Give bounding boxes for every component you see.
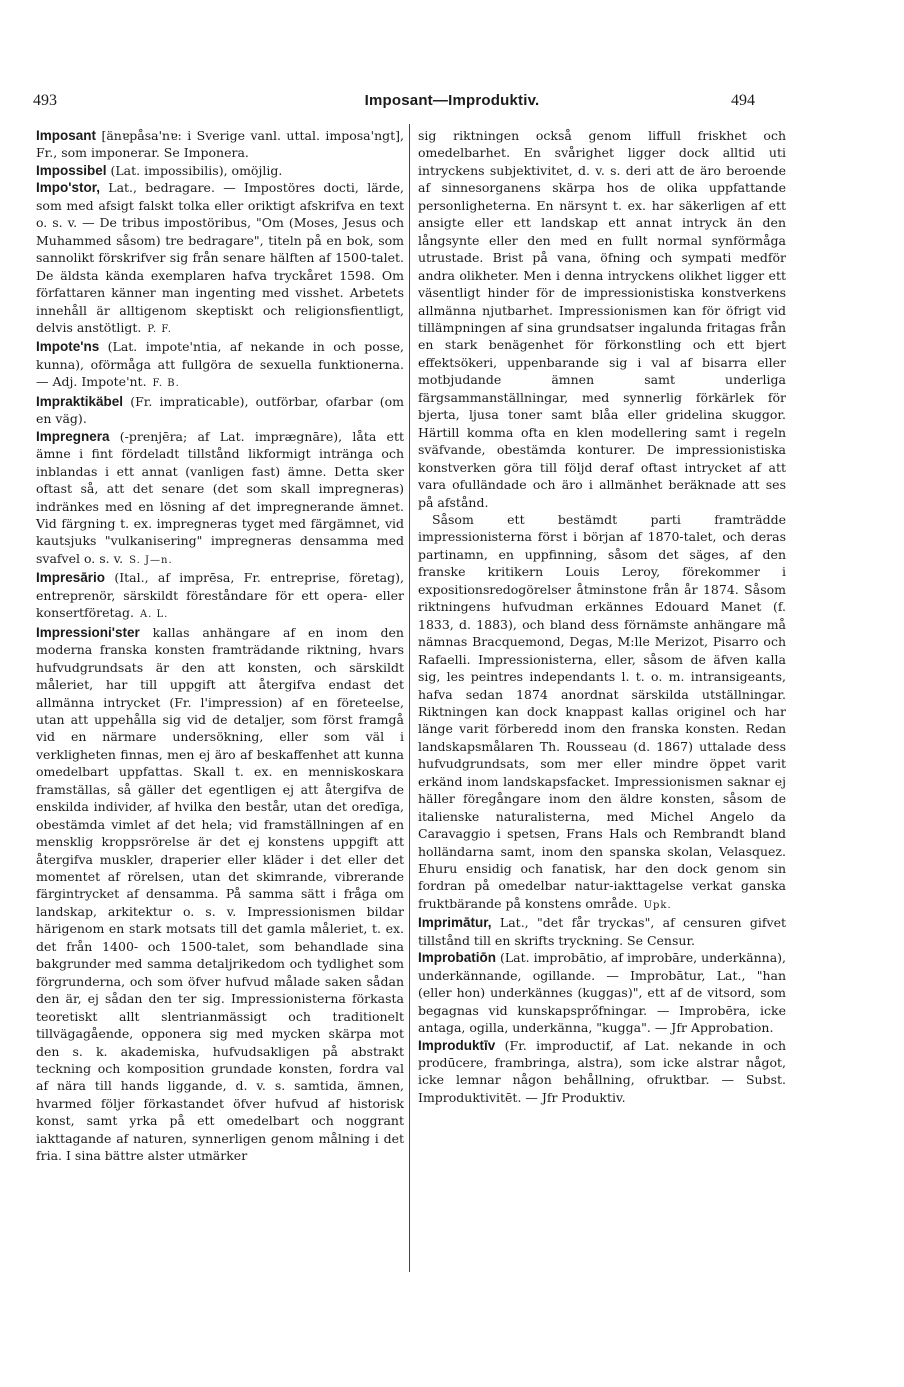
headword: Improbatiōn <box>418 950 496 966</box>
entry-improduktiv <box>418 1037 786 1107</box>
entry-text: (Fr. improductif, af Lat. nekande in och prodūcere, frambringa, alstra), som icke alstrar något, icke lemnar någon behållning, ofruktbar. — Subst. Improduktivitēt. — Jfr Produktiv. <box>418 1037 786 1105</box>
entry-imprimatur <box>418 914 786 949</box>
entry-text: Såsom ett bestämdt parti framträdde impressionisterna först i början af 1870-talet, och deras partinamn, en uppfinning, såsom det säges, af den franske kritikern Louis Leroy, förekommer i expositionsredogörelser åtminstone från år 1874. Såsom riktningens hufvudman erkännes Edouard Manet (f. 1833, d. 1883), och bland dess förnämste anhängare må nämnas Bracquemond, Degas, M:lle Merizot, Pisarro och Rafaelli. Impressionisterna, eller, såsom de äfven kalla sig, les peintres independants l. t. o. m. intransigeants, hafva sedan 1874 anordnat särskilda utställningar. Riktningen kan dock knappast kallas originel och har länge varit förberedd inom den franska konsten. Redan landskapsmålaren Th. Rousseau (d. 1867) uttalade dess hufvudgrundsats, som mer eller mindre öppet varit erkänd inom landskapsfacket. Impressionismen saknar ej häller föregångare inom den äldre konsten, såsom de italienske naturalisterna, med Michel Angelo da Caravaggio i spetsen, Frans Hals och Rembrandt bland holländarna samt, inom den spanska skolan, Velasquez. Ehuru ensidig och fanatisk, har den dock genom sin fordran på omedelbar natur-iakttagelse verkat ganska fruktbärande på konstens område. <box>418 511 786 911</box>
headword: Impregnera <box>36 428 110 444</box>
running-title: Imposant—Improduktiv. <box>364 92 540 109</box>
left-column <box>36 127 404 1165</box>
entry-impossibel <box>36 162 404 179</box>
entry-impraktikabel <box>36 393 404 428</box>
entry-text: (Lat. impote'ntia, af nekande in och posse, kunna), oförmåga att fullgöra de sexuella funktionerna. — Adj. Impote'nt. <box>36 339 404 390</box>
entry-impressionister-history <box>418 511 786 914</box>
entry-text: sig riktningen också genom liffull friskhet och omedelbarhet. En svårighet ligger dock alltid uti intryckens subjektivitet, d. v. s. deri att de äro beroende af sinnesorganens skärpa hos de olika uppfattande personligheterna. En närsynt t. ex. har säkerligen af ett ansigte eller ett landskap ett annat intryck än den långsynte eller den med en fullt normal synförmåga utrustade. Brist på vana, öfning och sympati medför andra olikheter. Men i denna intryckens olikhet ligger ett väsentligt hinder för de impressionistiska konstverkens allmänna njutbarhet. Impressionismen kan för öfrigt vid tillämpningen af sina grundsatser ingalunda fritagas från en stark benägenhet för förkonstling och ett bjert effektsökeri, uppenbarande sig i val af bisarra eller motbjudande ämnen samt underliga färgsammanställningar, med synnerlig förkärlek för bjerta, ljusa toner samt blåa eller gridelina skuggor. Härtill komma ofta en klen modellering samt i regeln sväfvande, obestämda konturer. De impressionistiska konstverken göra till följd deraf oftast intrycket af att vara ofulländade och äro i allmänhet beräknade att ses på afstånd. <box>418 128 786 510</box>
headword: Impossibel <box>36 162 107 178</box>
headword: Imposant <box>36 128 97 143</box>
author-signature: F. B. <box>152 378 180 390</box>
entry-text: (Ital., af imprēsa, Fr. entreprise, företag), entreprenör, särskildt föreståndare för ett opera- eller konsertföretag. <box>36 570 404 621</box>
entry-impressionister-cont <box>418 127 786 511</box>
entry-impressionister <box>36 624 404 1165</box>
author-signature: P. F. <box>147 323 172 335</box>
entry-impresario <box>36 569 404 623</box>
column-divider <box>409 124 410 1272</box>
entry-text: (Fr. impraticable), outförbar, ofarbar (om en väg). <box>36 393 404 427</box>
headword: Impressioni'ster <box>36 624 140 640</box>
entry-text: kallas anhängare af en inom den moderna franska konsten framträdande riktning, hvars hufvudgrundsats är den att konsten, och särskildt måleriet, har till uppgift att återgifva endast det allmänna intrycket (Fr. l'impression) af en företeelse, utan att uppehålla sig vid de detaljer, som först framgå vid en närmare undersökning, eller som väl i verkligheten finnas, men ej äro af beskaffenhet att kunna omedelbart uppfattas. Skall t. ex. en menniskoskara framställas, så gäller det egentligen ej att återgifva de enskilda individer, af hvilka den består, utan det oredīga, obestämda vimlet af det hela; vid framställningen af en mensklig kroppsrörelse är det ej konstens uppgift att återgifva muskler, draperier eller kläder i det eller det momentet af rörelsen, utan det skimrande, vibrerande färgintrycket af densamma. På samma sätt i fråga om landskap, arkitektur o. s. v. Impressionismen bildar härigenom en stark motsats till det gamla måleriet, t. ex. det från 1400- och 1500-talet, som behandlade sina bakgrunder med samma detaljrikedom och tydlighet som förgrunderna, och som öfver hufvud målade saken sådan den är, ej sådan den ter sig. Impressionisterna förkasta teoretiskt allt slentrianmässigt och traditionelt tillvägagående, opponera sig med mycken skärpa mot den s. k. akademiska, hufvudsakligen på abstrakt teckning och komposition grundade konsten, fordra val af nära till hands liggande, d. v. s. samtida, ämnen, hvarmed följer förkastandet öfver hufvud af historisk konst, samt yrka på ett omedelbart och noggrant iakttagande af naturen, synnerligen genom målning i det fria. I sina bättre alster utmärker <box>36 624 404 1164</box>
entry-imposant <box>36 127 404 162</box>
entry-improbation <box>418 949 786 1036</box>
headword: Impraktikäbel <box>36 393 124 409</box>
entry-text: [änɐpåsa'nɐ: i Sverige vanl. uttal. imposa'ngt], Fr., som imponerar. Se Imponera. <box>36 128 404 161</box>
headword: Impo'stor, <box>36 180 100 196</box>
author-signature: S. J—n. <box>129 554 173 566</box>
headword: Impresārio <box>36 570 106 586</box>
entry-text: Lat., bedragare. — Impostöres docti, lärde, som med afsigt falskt tolka eller oriktigt afskrifva en text o. s. v. — De tribus impostöribus, "Om (Moses, Jesus och Muhammed såsom) tre bedragare", titeln på en bok, som sannolikt förskrifver sig från senare hälften af 1500-talet. De äldsta kända exemplaren hafva tryckåret 1598. Om författaren känner man ingenting med visshet. Arbetets innehåll är alltigenom skeptiskt och religionsfientligt, delvis anstötligt. <box>36 180 404 335</box>
entry-impregnera <box>36 428 404 570</box>
entry-impostor <box>36 179 404 338</box>
author-signature: Upk. <box>643 899 672 911</box>
right-page-number: 494 <box>731 92 755 109</box>
author-signature: A. L. <box>139 609 169 621</box>
entry-text: (Lat. impossibilis), omöjlig. <box>106 162 283 178</box>
running-header <box>0 92 904 116</box>
headword: Impote'ns <box>36 339 100 355</box>
left-page-number: 493 <box>33 92 57 109</box>
entry-impotens <box>36 338 404 392</box>
entry-text: (-prenjēra; af Lat. imprægnāre), låta ett ämne i fint fördeladt tillstånd likformigt intränga och inblandas i ett annat (vanligen fast) ämne. Detta sker oftast så, att det senare (det som skall impregneras) indränkes med en lösning af det impregnerande ämnet. Vid färgning t. ex. impregneras tyget med färgämnet, vid kautsjuks "vulkanisering" impregneras densamma med svafvel o. s. v. <box>36 428 404 566</box>
entry-text: (Lat. improbātio, af improbāre, underkänna), underkännande, ogillande. — Improbātur, Lat., "han (eller hon) underkännes (kuggas)", ett af de vitsord, som begagnas vid kunskapsprőfningar. — Improbēra, icke antaga, ogilla, underkänna, "kugga". — Jfr Approbation. <box>418 950 786 1036</box>
headword: Imprimātur, <box>418 915 492 931</box>
right-column <box>418 127 786 1106</box>
entry-text: Lat., "det får tryckas", af censuren gifvet tillstånd till en skrifts tryckning. Se Censur. <box>418 915 786 948</box>
headword: Improduktīv <box>418 1037 496 1053</box>
